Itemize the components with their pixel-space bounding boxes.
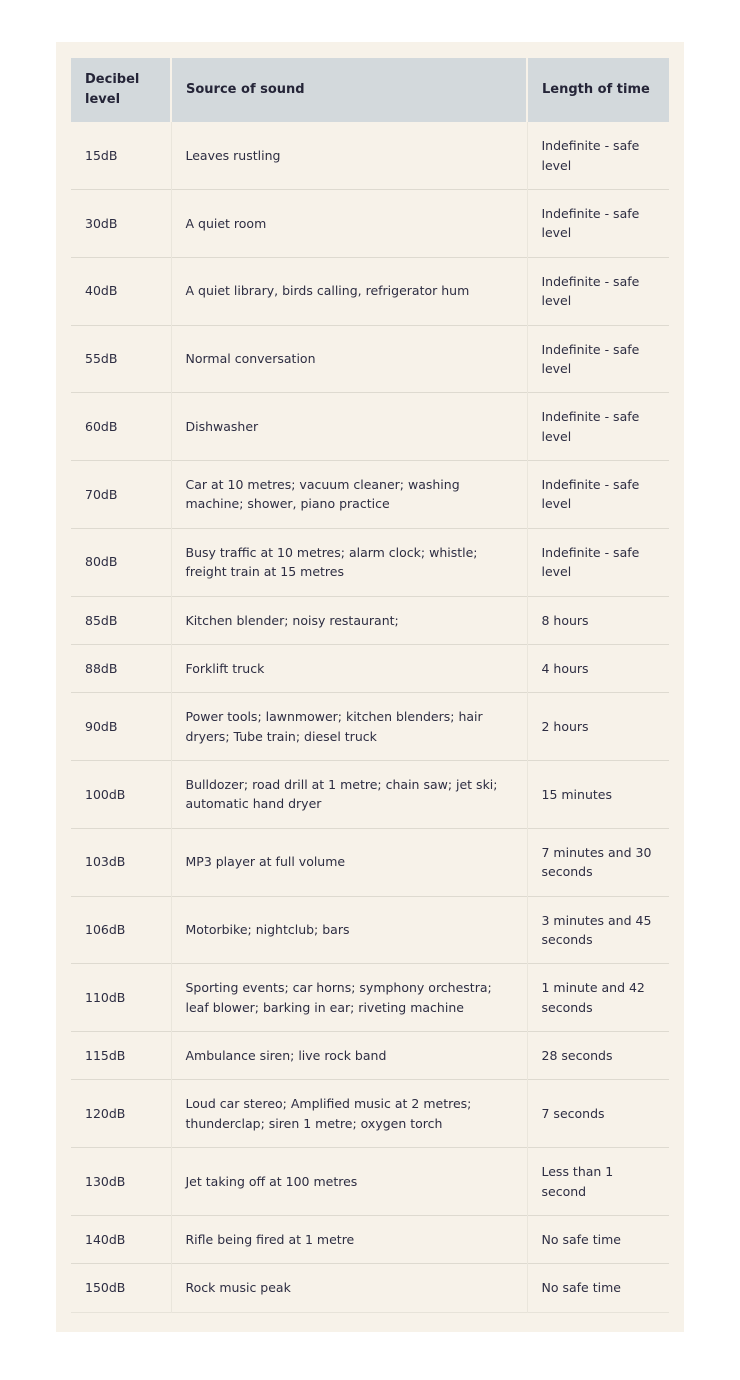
decibel-level-cell: 100dB [71, 761, 171, 829]
decibel-level-cell: 30dB [71, 190, 171, 258]
table-row [71, 122, 669, 189]
table-row [71, 964, 669, 1032]
column-header-decibel-level: Decibel level [71, 58, 171, 122]
decibel-level-cell: 110dB [71, 964, 171, 1032]
sound-source-cell: Kitchen blender; noisy restaurant; [171, 596, 527, 644]
sound-source-cell: Rock music peak [171, 1264, 527, 1312]
sound-source-cell: Bulldozer; road drill at 1 metre; chain saw; jet ski; automatic hand dryer [171, 761, 527, 829]
decibel-level-cell: 120dB [71, 1080, 171, 1148]
table-row [71, 528, 669, 596]
time-length-cell: Indefinite - safe level [527, 461, 669, 529]
table-row [71, 325, 669, 393]
decibel-level-cell: 60dB [71, 393, 171, 461]
table-row [71, 896, 669, 964]
sound-source-cell: Ambulance siren; live rock band [171, 1032, 527, 1080]
time-length-cell: 2 hours [527, 693, 669, 761]
table-row [71, 761, 669, 829]
column-header-length-of-time: Length of time [527, 58, 669, 122]
table-row [71, 1264, 669, 1312]
time-length-cell: 15 minutes [527, 761, 669, 829]
table-row [71, 644, 669, 692]
sound-source-cell: MP3 player at full volume [171, 828, 527, 896]
time-length-cell: No safe time [527, 1215, 669, 1263]
sound-source-cell: A quiet library, birds calling, refrigerator hum [171, 257, 527, 325]
time-length-cell: 1 minute and 42 seconds [527, 964, 669, 1032]
decibel-level-cell: 140dB [71, 1215, 171, 1263]
table-body [71, 122, 669, 1312]
sound-source-cell: Forklift truck [171, 644, 527, 692]
table-row [71, 1080, 669, 1148]
time-length-cell: No safe time [527, 1264, 669, 1312]
decibel-level-cell: 40dB [71, 257, 171, 325]
time-length-cell: 4 hours [527, 644, 669, 692]
decibel-level-cell: 103dB [71, 828, 171, 896]
time-length-cell: Indefinite - safe level [527, 257, 669, 325]
decibel-level-cell: 85dB [71, 596, 171, 644]
decibel-level-cell: 88dB [71, 644, 171, 692]
time-length-cell: 3 minutes and 45 seconds [527, 896, 669, 964]
time-length-cell: Indefinite - safe level [527, 122, 669, 189]
header-row [71, 58, 669, 122]
table-row [71, 190, 669, 258]
decibel-level-cell: 55dB [71, 325, 171, 393]
content-card [56, 42, 684, 1332]
sound-source-cell: Power tools; lawnmower; kitchen blenders; hair dryers; Tube train; diesel truck [171, 693, 527, 761]
sound-source-cell: A quiet room [171, 190, 527, 258]
sound-source-cell: Sporting events; car horns; symphony orchestra; leaf blower; barking in ear; riveting machine [171, 964, 527, 1032]
decibel-level-cell: 70dB [71, 461, 171, 529]
sound-source-cell: Leaves rustling [171, 122, 527, 189]
time-length-cell: Less than 1 second [527, 1148, 669, 1216]
table-row [71, 1215, 669, 1263]
decibel-level-cell: 15dB [71, 122, 171, 189]
decibel-level-cell: 80dB [71, 528, 171, 596]
time-length-cell: Indefinite - safe level [527, 325, 669, 393]
time-length-cell: Indefinite - safe level [527, 190, 669, 258]
sound-source-cell: Car at 10 metres; vacuum cleaner; washing machine; shower, piano practice [171, 461, 527, 529]
time-length-cell: Indefinite - safe level [527, 393, 669, 461]
sound-source-cell: Busy traffic at 10 metres; alarm clock; whistle; freight train at 15 metres [171, 528, 527, 596]
table-row [71, 693, 669, 761]
sound-source-cell: Normal conversation [171, 325, 527, 393]
table-row [71, 1148, 669, 1216]
time-length-cell: 28 seconds [527, 1032, 669, 1080]
decibel-level-cell: 130dB [71, 1148, 171, 1216]
decibel-exposure-table [71, 58, 669, 1313]
decibel-level-cell: 106dB [71, 896, 171, 964]
sound-source-cell: Jet taking off at 100 metres [171, 1148, 527, 1216]
table-row [71, 828, 669, 896]
table-row [71, 596, 669, 644]
time-length-cell: Indefinite - safe level [527, 528, 669, 596]
sound-source-cell: Loud car stereo; Amplified music at 2 metres; thunderclap; siren 1 metre; oxygen torch [171, 1080, 527, 1148]
table-row [71, 1032, 669, 1080]
sound-source-cell: Dishwasher [171, 393, 527, 461]
decibel-level-cell: 150dB [71, 1264, 171, 1312]
decibel-level-cell: 115dB [71, 1032, 171, 1080]
table-header [71, 58, 669, 122]
sound-source-cell: Motorbike; nightclub; bars [171, 896, 527, 964]
column-header-source-of-sound: Source of sound [171, 58, 527, 122]
sound-source-cell: Rifle being fired at 1 metre [171, 1215, 527, 1263]
table-row [71, 461, 669, 529]
time-length-cell: 8 hours [527, 596, 669, 644]
table-row [71, 393, 669, 461]
time-length-cell: 7 seconds [527, 1080, 669, 1148]
time-length-cell: 7 minutes and 30 seconds [527, 828, 669, 896]
table-row [71, 257, 669, 325]
decibel-level-cell: 90dB [71, 693, 171, 761]
